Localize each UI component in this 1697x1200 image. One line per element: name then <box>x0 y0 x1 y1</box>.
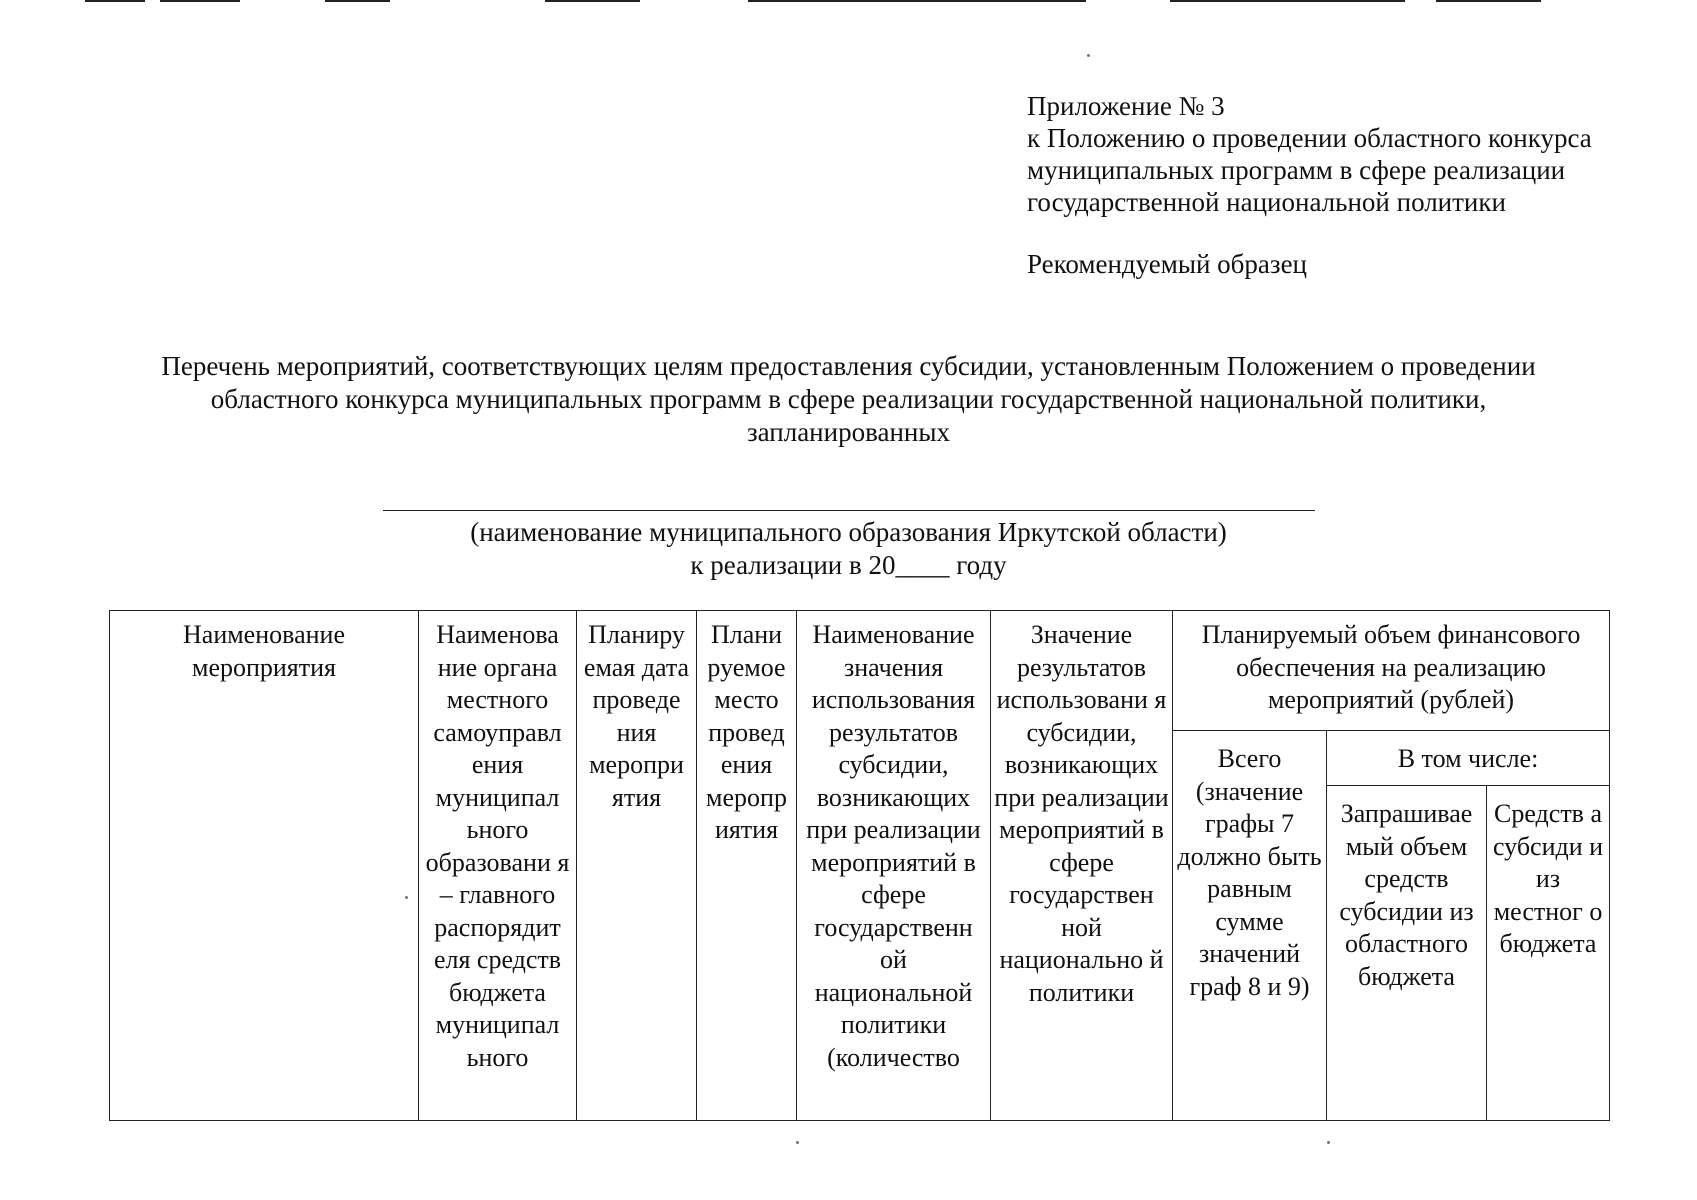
scan-speck <box>1087 54 1090 57</box>
title-line: запланированных <box>746 417 950 447</box>
municipality-caption-text: (наименование муниципального образования Иркутской области) <box>470 517 1227 547</box>
sample-label: Рекомендуемый образец <box>1027 249 1308 279</box>
appendix-line: муниципальных программ в сфере реализации <box>1027 155 1566 185</box>
header-funding-group: Планируемый объем финансового обеспечения на реализацию мероприятий (рублей) <box>1173 611 1610 731</box>
header-planned-date: Планиру емая дата проведе ния меропри ятия <box>577 611 697 1121</box>
appendix-number: Приложение № 3 <box>1027 91 1225 121</box>
header-authority-name: Наименова ние органа местного самоуправл ения муниципал ьного образовани я – главного распорядит еля средств бюджета муниципал ьного <box>419 611 577 1121</box>
header-regional-budget: Запрашивае мый объем средств субсидии из областного бюджета <box>1327 786 1487 1121</box>
scan-artifact <box>160 0 240 2</box>
scan-speck <box>796 1141 799 1144</box>
title-line: Перечень мероприятий, соответствующих целям предоставления субсидии, установленным Положением о проведении <box>161 351 1536 381</box>
municipality-blank-line <box>383 510 1315 511</box>
document-title <box>100 350 1597 449</box>
municipality-caption <box>100 516 1597 582</box>
header-planned-place: Плани руемое место провед ения меропр иятия <box>697 611 797 1121</box>
header-local-budget: Средств а субсиди и из местног о бюджета <box>1487 786 1610 1121</box>
scan-artifact <box>1436 0 1541 2</box>
title-line: областного конкурса муниципальных программ в сфере реализации государственной национальной политики, <box>210 384 1487 414</box>
scan-speck <box>405 896 408 899</box>
header-total: Всего (значение графы 7 должно быть равным сумме значений граф 8 и 9) <box>1173 731 1327 1121</box>
scan-artifact <box>1170 0 1405 2</box>
appendix-block <box>1027 90 1592 280</box>
scan-artifact <box>545 0 640 2</box>
header-measure-name: Наименование мероприятия <box>110 611 419 1121</box>
scan-artifact <box>748 0 1086 2</box>
appendix-line: государственной национальной политики <box>1027 187 1506 217</box>
appendix-line: к Положению о проведении областного конкурса <box>1027 123 1592 153</box>
scan-speck <box>1327 1141 1330 1144</box>
measures-table <box>109 610 1610 1121</box>
year-line: к реализации в 20____ году <box>690 550 1007 580</box>
header-including: В том числе: <box>1327 731 1610 786</box>
scan-artifact <box>85 0 145 2</box>
scan-artifact <box>325 0 390 2</box>
header-result-name: Наименование значения использования результатов субсидии, возникающих при реализации мероприятий в сфере государственн ой национальной политики (количество <box>797 611 991 1121</box>
header-result-value: Значение результатов использовани я субсидии, возникающих при реализации мероприятий в сфере государствен ной национально й политики <box>991 611 1173 1121</box>
